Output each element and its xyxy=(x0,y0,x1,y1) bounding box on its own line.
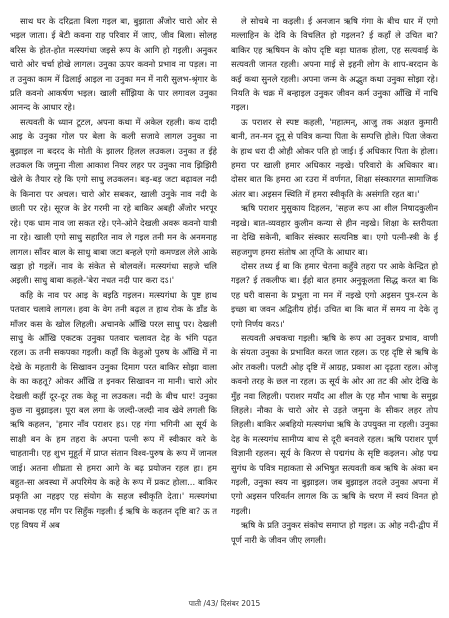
paragraph: साथ घर के दरिद्रता बिला गइल बा, बुझाता अँजोर चारो ओर से भइल जाता। ई बेटी कवना राह परिवार में जाए, जीव बिला। सोलह बरिस के होत-होत मत्स्यगंधा जइसे रूप के आगि हो गइली। अनुकर चारो ओर चर्चा होखे लागल। उनुका ऊपर कवनो प्रभाव ना पड़ल। ना त उनुका काम में ढिलाई आइल ना उनुका मन में नारी सुलभ-श्रृंगार के प्रति कवनो आकर्षण भइल। खाली साँझिया के पार लगावल उनुका आनन्द के आधार रहे। xyxy=(10,16,217,113)
paragraph: सत्यवती अचकचा गइली। ऋषि के रूप आ उनुकर प्रभाव, वाणी के संयता उनुका के प्रभावित करत जात रहल। ऊ एह दृष्टि से ऋषि के ओर तकली। पलटी ओह दृष्टि में आग्रह, प्रकाश आ दृढ़ता रहल। ओजू कवनो तरह के छल ना रहल। ऊ सूर्य के ओर आ तट की ओर देखि के मुँह नवा लिहली। पराशर मयाँद आ शील के एह मौन भाषा के समुझ लिहले। नौका के चारो ओर से उड़ते जमुना के सीकर लहर तोप लिहली। बाकिर अबहियो मत्स्यगंधा ऋषि के उपयुक्त ना रहली। उनुका देह के मत्स्यगंध सामीप्य बाध से दूरी बनवले रहल। ऋषि पराशर पूर्ण विज्ञानी रहलन। सूर्य के किरण से पद्मगंध के सृष्टि कइलन। ओह पद्म सुगंध के पवित्र महाकता से अभिषुत सत्यवती कब ऋषि के अंका बन गइली, उनुका स्वय ना बुझाइल। जब बुझाइल तदले उनुका अपना में एगो अइसन परिवर्तन लागल कि ऊ ऋषि के चरण में स्वयं विनत हो गइली। xyxy=(231,332,438,516)
paragraph: कहि के नाव पर आइ के बइठि गइलन। मत्स्यगंधा के पुष्ट हाथ पतवार चलावे लागल। हवा के वेग तनी बढ़ल त हाथ रोक के डाँड के माँजर कस के खोल लिहली। अचानके आँखि परल साधु पर। देखली साधु के आँखि एकटक उनुका पतवार चलावत देह के भंगि पढ़त रहल। ऊ तनी सकपका गइली। कहाँ कि केहुओ पुरुष के आँखि में ना देखे के महतारी के सिखावन उनुका दिमाग परत बाकिर सोझा वाला के का कहतू? ओकर आँखि त इनकर सिखावन ना मानी। चारो ओर देखली कहीं दूर-दूर तक केहू ना लउकल। नदी के बीच धार! उनुका कुछ ना बुझाइल। पूरा बल लगा के जल्दी-जल्दी नाव खेवे लगली कि ऋषि कहलन, 'हमार नाँव पराशर हऽ। एह गंगा भगिनी आ सूर्य के साक्षी बन के हम तहरा के अपना पत्नी रूप में स्वीकार करे के चाहतानी। एह शुभ मुहूर्त में प्राप्त संतान विश्व-पुरुष के रूप में जानल जाई। अतना शीघ्रता से हमरा आगे के बढ़ प्रयोजन रहल हा। हम बहुत-सा अवस्था में अपरिमेय के कहे के रूप में प्रकट होला... बाकिर प्रकृति आ नहइए एह संयोग के सहज स्वीकृति देता।' मत्स्यगंधा अचानक एह माँग पर सिहुँक गइली। ई ऋषि के कहतन दृष्टि बा? ऊ त एह विषय में अब xyxy=(10,289,217,531)
right-column xyxy=(231,14,438,592)
paragraph: ऋषि के प्रति उनुकर संकोच समाप्त हो गइल। ऊ ओह नदी-द्वीप में पूर्ण नारी के जीवन जीए लगली। xyxy=(231,520,438,545)
left-column xyxy=(10,14,217,592)
page-footer: पाती /43/ दिसंबर 2015 xyxy=(188,599,261,608)
paragraph: ले सोचबे ना कइली। ई अनजान ऋषि गंगा के बीच धार में एगो मल्लाहिन के देवि के विचलित हो गइलन? ई कहाँ ले उचित बा? बाकिर एह ऋषियन के कोप दृष्टि बड़ा घातक होला, एह सत्यवाई के सत्यवती जानत रहली। अपना माई से इहनी लोग के शाप-बरदान के कई कथा सुनले रहली। अपना जन्म के अद्भुत कथा उनुका सोझा रहे। नियति के चक्र में बन्हाइल उनुकर जीवन कर्म उनुका आँखि में नाचि गइल। xyxy=(231,16,438,113)
paragraph: दोसर तथ्य ई बा कि हमार चेतना कहुँवे तहरा पर आके केन्द्रित हो गइल? ई तकलीफ बा। ईहो बात हमार अनुकूलता सिद्ध करत बा कि एह घरी वासना के प्रभुता ना मन में नइखे एगो अइसन पुत्र-रत्न के इच्छा बा जवन अद्वितीय होई। उचित बा कि बात में समय ना देके तू एगो निर्णय करऽ।' xyxy=(231,260,438,329)
paragraph: सत्यवती के ध्यान टूटल, अपना कथा में अकेल रहली। कथ दादी आइ के उनुका गोल पर बेला के कली सजावे लागल उनुका ना बुझाइल ना बदरद के मोती के झालर हिलल लउकल। उनुका त ईहे लउकल कि जमुना नीला आकाश नियर लहर पर उनुका नाव झिझिरी खेले के तैयार रहे कि एगो साधु लउकलन। बड़-बड़ जटा बढ़ावल नदी के किनारा पर अचल। चारो ओर सबकर, खाली उनुके नाव नदी के छाती पर रहे। सूरज के डेर गरमी ना रहे बाकिर अबही अँजोर भरपूर रहे। एक धाम नाव जा सकत रहे। एने-ओने देखली अवरू कवनो यात्री ना रहे। खाली एगो साधु सहारित नाव ले गइल तनी मन के अनमनाह लागल। साँवर बाल के साधु बाबा जटा बन्हले एगो कमण्डल लेले आके खड़ा हो गइलें। नाव के संकेत से बोलवलें। मत्स्यगंधा सहजे चलि अइली। साधु बाबा कहले-'बेरा नधत नदी पार करा दऽ।' xyxy=(10,116,217,286)
paragraph: ऊ पराशर से स्पष्ट कहली, 'महात्मन्, आजु तक अक्षत कुमारी बानी, तन-मन दूनू से पवित्र कन्या पिता के सम्पत्ति होले। पिता जेकरा के हाथ धरा दी ओही ओकर पति हो जाई। ई अधिकार पिता के होला। हमरा पर खाली हमार अधिकार नइखे। परिवारो के अधिकार बा। दोसर बात कि हमरा आ रउरा में वर्णगत, शिक्षा संस्कारगत सामाजिक अंतर बा। अइसन स्थिति में हमरा स्वीकृति के असंगति रहत बा।' xyxy=(231,116,438,199)
paragraph: ऋषि पराशर मुसुकाय दिहलन, 'सहज रूप आ शील निषादकुलीन नइखे। बात-व्यवहार कुलीन कन्या से हीन नइखे। शिक्षा के स्तरीयता ना देखि सकेनी, बाकिर संस्कार सत्यनिष्ठ बा। एगो पत्नी-स्त्री के ई सहजगुण हमरा संतोष आ तृप्ति के आधार बा। xyxy=(231,203,438,257)
